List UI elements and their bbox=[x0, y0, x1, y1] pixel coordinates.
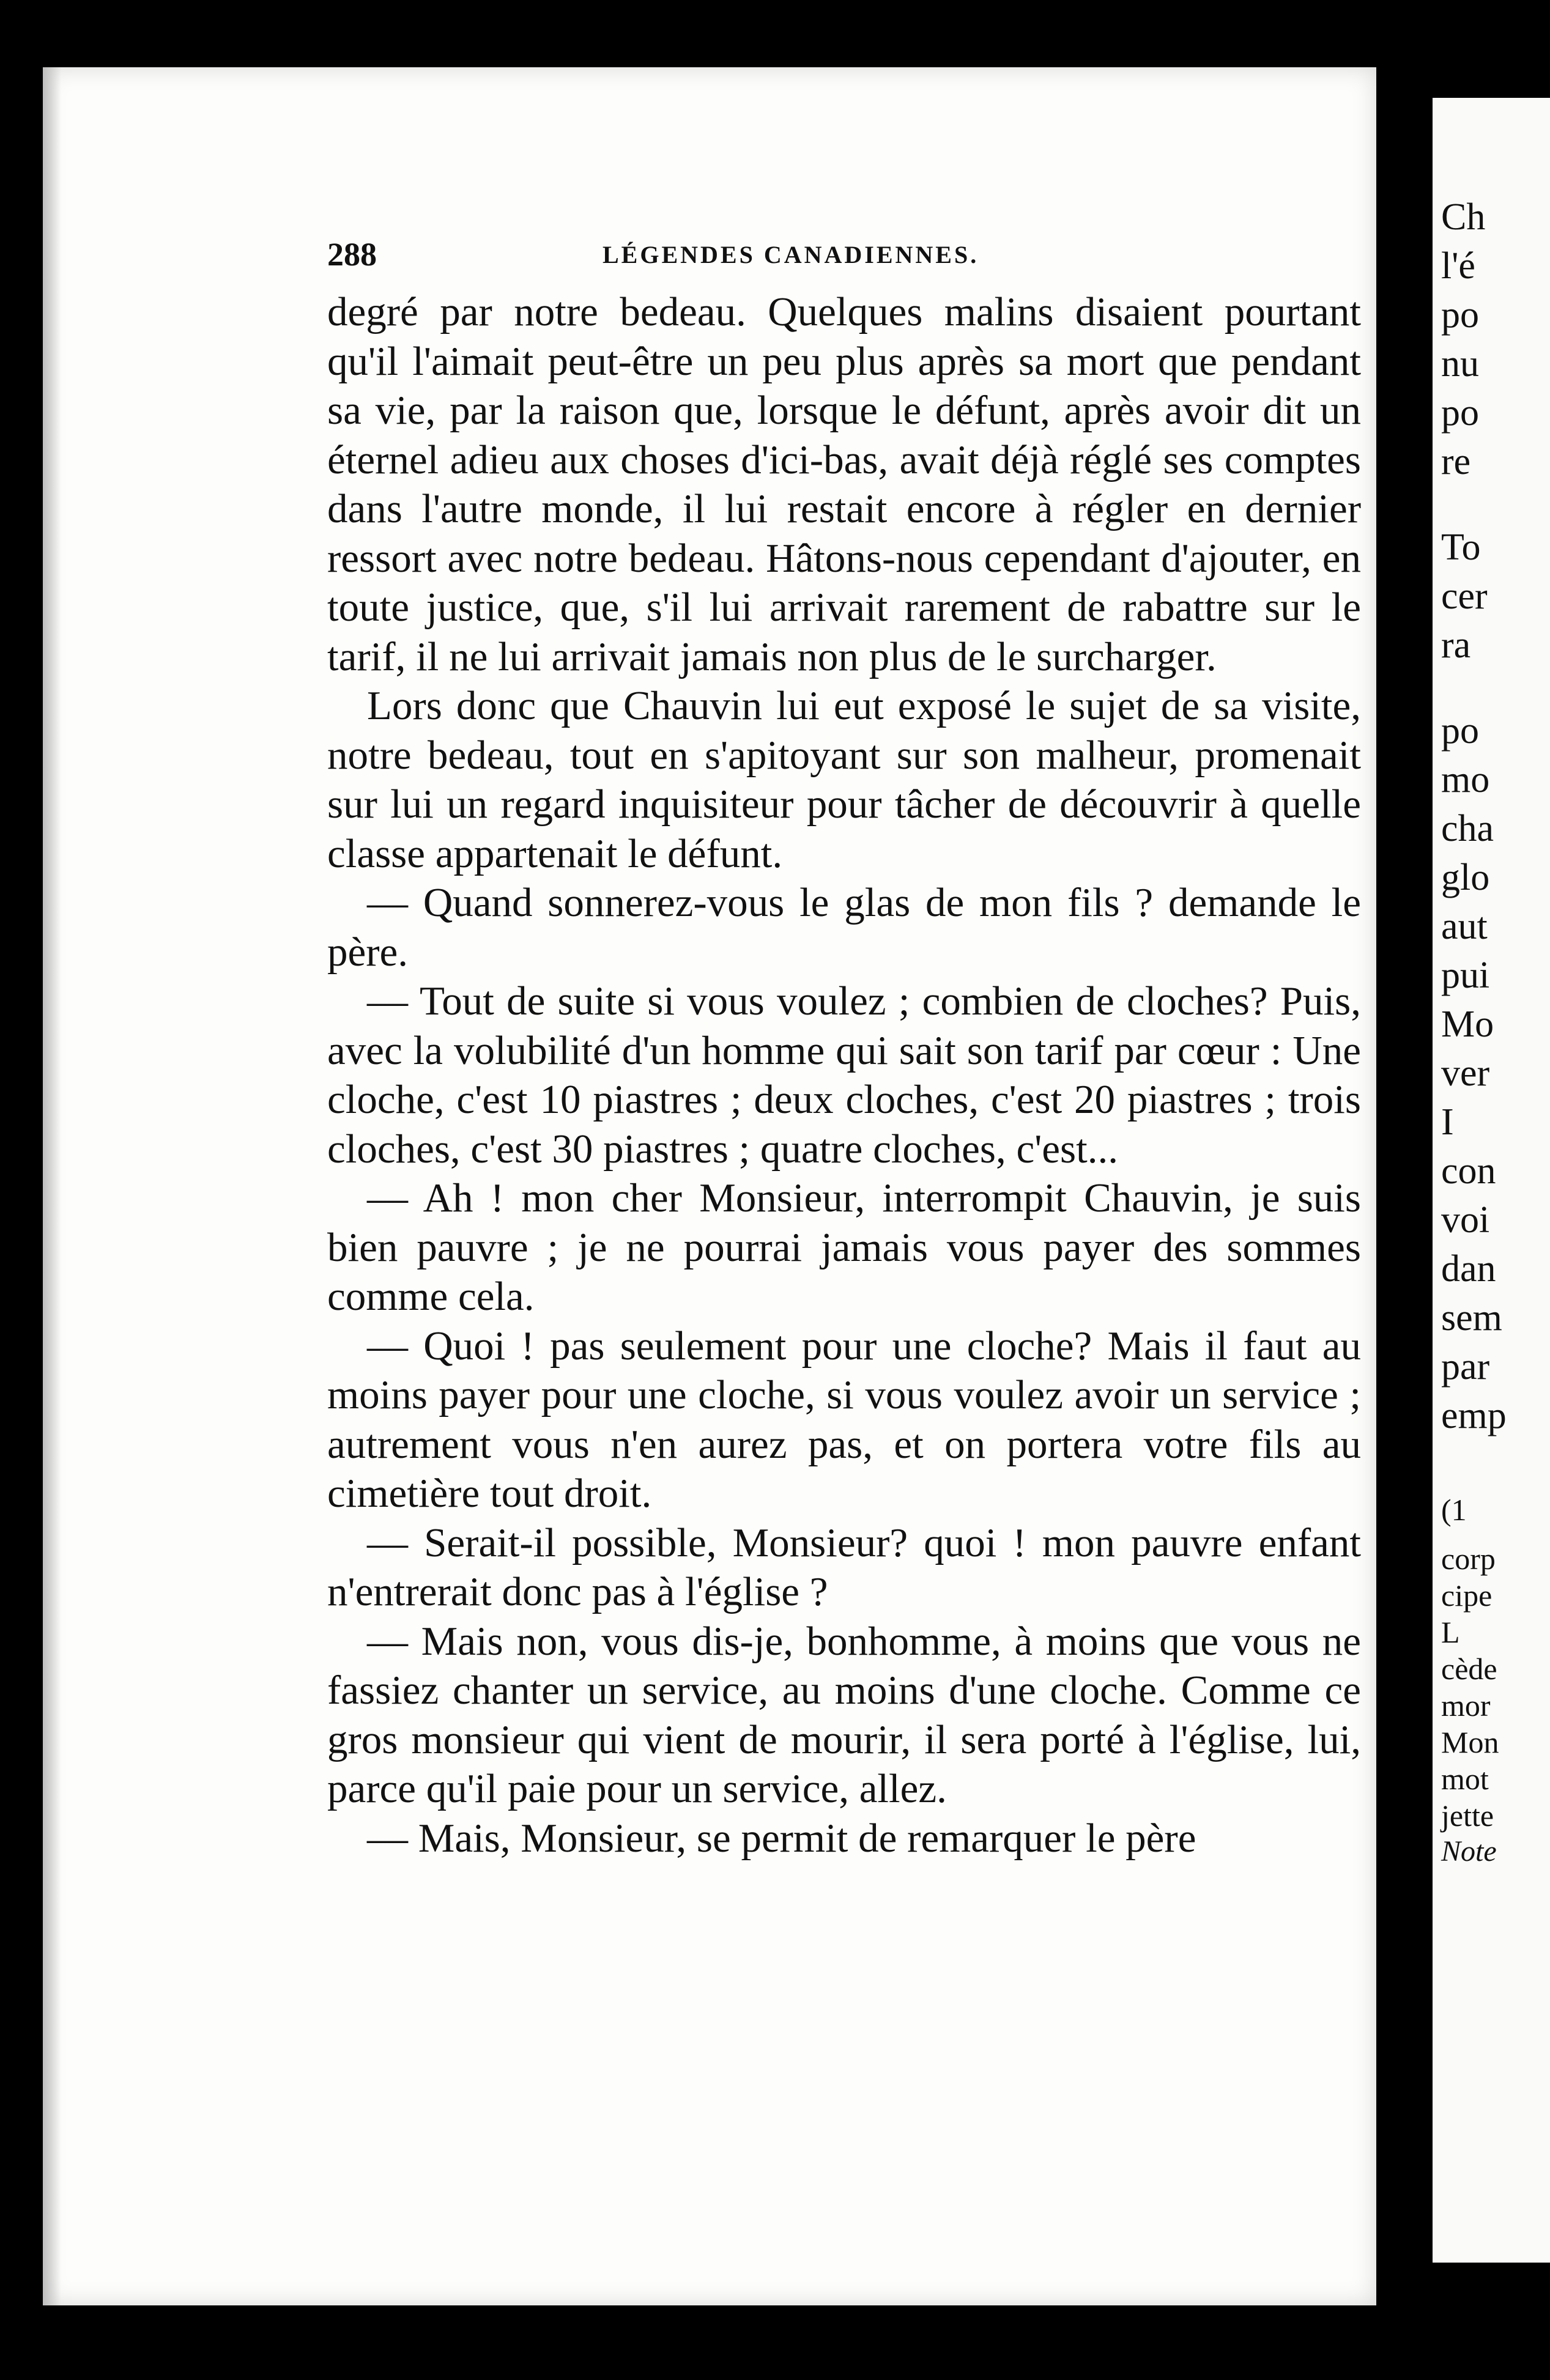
facing-page-fragment: con bbox=[1441, 1150, 1496, 1192]
facing-page-fragment: mot bbox=[1441, 1762, 1489, 1796]
paragraph-5: — Ah ! mon cher Monsieur, interrompit Chauvin, je suis bien pauvre ; je ne pourrai jamais vous payer des sommes comme cela. bbox=[327, 1175, 1361, 1319]
running-head bbox=[327, 235, 1355, 278]
facing-page-fragment: cipe bbox=[1441, 1578, 1493, 1613]
facing-page-fragment: po bbox=[1441, 294, 1479, 336]
paragraph-9: — Mais, Monsieur, se permit de remarquer le père bbox=[367, 1815, 1196, 1861]
facing-page-fragment: l'é bbox=[1441, 245, 1475, 287]
facing-page-fragment: Mo bbox=[1441, 1003, 1494, 1045]
facing-page-fragment: ra bbox=[1441, 624, 1471, 666]
facing-page-fragment: cer bbox=[1441, 575, 1488, 617]
facing-page-fragment: dan bbox=[1441, 1248, 1496, 1290]
facing-page-fragment: Note bbox=[1441, 1835, 1497, 1868]
facing-page-fragment: po bbox=[1441, 392, 1479, 434]
facing-page-fragment: emp bbox=[1441, 1395, 1507, 1436]
body-text bbox=[327, 287, 1361, 1863]
facing-page-fragment: po bbox=[1441, 710, 1479, 752]
facing-page-fragment: (1 bbox=[1441, 1493, 1467, 1527]
page-edge-shadow bbox=[43, 67, 61, 2305]
facing-page-fragment: pui bbox=[1441, 955, 1490, 996]
facing-page-fragment: voi bbox=[1441, 1199, 1490, 1241]
facing-page-fragment: cède bbox=[1441, 1652, 1497, 1686]
facing-page-fragment: mo bbox=[1441, 759, 1490, 800]
facing-page-fragment: re bbox=[1441, 441, 1471, 482]
page-number: 288 bbox=[327, 236, 377, 273]
facing-page-fragment: mor bbox=[1441, 1688, 1491, 1723]
paragraph-3: — Quand sonnerez-vous le glas de mon fils ? demande le père. bbox=[327, 880, 1361, 975]
paragraph-7: — Serait-il possible, Monsieur? quoi ! mon pauvre enfant n'entrerait donc pas à l'église ? bbox=[327, 1520, 1361, 1614]
facing-page-fragment: ver bbox=[1441, 1052, 1490, 1094]
facing-page-fragment: jette bbox=[1441, 1798, 1494, 1833]
facing-page-fragment: I bbox=[1441, 1101, 1454, 1143]
paragraph-2: Lors donc que Chauvin lui eut exposé le sujet de sa visite, notre bedeau, tout en s'apitoyant sur son malheur, promenait sur lui un regard inquisiteur pour tâcher de découvrir à quelle classe appartenait le défunt. bbox=[327, 683, 1361, 876]
facing-page-fragment: glo bbox=[1441, 857, 1490, 898]
facing-page-fragment: Ch bbox=[1441, 196, 1486, 238]
facing-page-fragment: sem bbox=[1441, 1297, 1502, 1339]
facing-page-fragment: Mon bbox=[1441, 1725, 1499, 1759]
facing-page-fragment: To bbox=[1441, 527, 1481, 568]
facing-page-fragment: nu bbox=[1441, 343, 1479, 385]
facing-page-fragment: corp bbox=[1441, 1542, 1496, 1576]
paragraph-4: — Tout de suite si vous voulez ; combien de cloches? Puis, avec la volubilité d'un homme qui sait son tarif par cœur : Une cloche, c'est 10 piastres ; deux cloches, c'est 20 piastres ; trois cloches, c'est 30 piastres ; quatre cloches, c'est... bbox=[327, 978, 1361, 1172]
facing-page-fragment: par bbox=[1441, 1346, 1490, 1388]
facing-page-edge bbox=[1433, 98, 1550, 2263]
paragraph-8: — Mais non, vous dis-je, bonhomme, à moins que vous ne fassiez chanter un service, au moins d'une cloche. Comme ce gros monsieur qui vient de mourir, il sera porté à l'église, lui, parce qu'il paie pour un service, allez. bbox=[327, 1618, 1361, 1811]
facing-page-fragment: cha bbox=[1441, 808, 1494, 849]
running-title: LÉGENDES CANADIENNES. bbox=[603, 241, 979, 268]
paragraph-6: — Quoi ! pas seulement pour une cloche? Mais il faut au moins payer pour une cloche, si vous voulez avoir un service ; autrement vous n'en aurez pas, et on portera votre fils au cimetière tout droit. bbox=[327, 1323, 1361, 1516]
facing-page-fragment: L bbox=[1441, 1615, 1460, 1649]
paragraph-1: degré par notre bedeau. Quelques malins disaient pourtant qu'il l'aimait peut-être un peu plus après sa mort que pendant sa vie, par la raison que, lorsque le défunt, après avoir dit un éternel adieu aux choses d'ici-bas, avait déjà réglé ses comptes dans l'autre monde, il lui restait encore à régler en dernier ressort avec notre bedeau. Hâtons-nous cependant d'ajouter, en toute justice, que, s'il lui arrivait rarement de rabattre sur le tarif, il ne lui arrivait jamais non plus de le surcharger. bbox=[327, 289, 1361, 679]
facing-page-fragment: aut bbox=[1441, 906, 1488, 947]
